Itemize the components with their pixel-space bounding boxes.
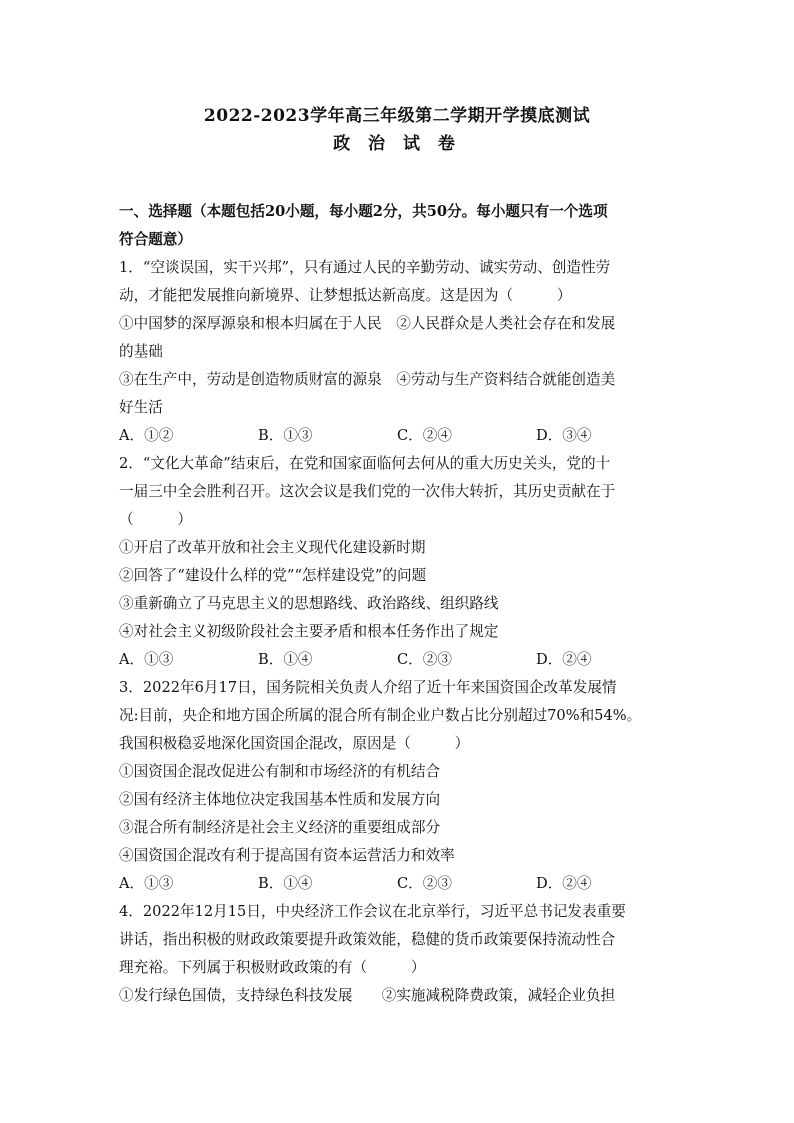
option-c[interactable]: C．②③ xyxy=(397,651,452,668)
question-statement: 的基础 xyxy=(119,343,163,360)
question-3 xyxy=(119,674,679,898)
section-heading-cont: 符合题意） xyxy=(119,231,192,248)
option-b[interactable]: B．①④ xyxy=(258,651,313,668)
question-statement: ④对社会主义初级阶段社会主要矛盾和根本任务作出了规定 xyxy=(119,623,499,640)
question-statement: ①中国梦的深厚源泉和根本归属在于人民 ②人民群众是人类社会存在和发展 xyxy=(119,315,616,332)
exam-subtitle: 政 治 试 卷 xyxy=(333,134,461,154)
question-stem: 讲话，指出积极的财政政策要提升政策效能，稳健的货币政策要保持流动性合 xyxy=(119,931,616,948)
question-statement: ③重新确立了马克思主义的思想路线、政治路线、组织路线 xyxy=(119,595,499,612)
question-statement: ①发行绿色国债，支持绿色科技发展 ②实施减税降费政策，减轻企业负担 xyxy=(119,987,616,1004)
question-1 xyxy=(119,254,679,450)
exam-content xyxy=(119,198,679,1010)
question-stem: 理充裕。下列属于积极财政政策的有（ ） xyxy=(119,959,426,976)
question-statement: ②国有经济主体地位决定我国基本性质和发展方向 xyxy=(119,791,441,808)
option-d[interactable]: D．②④ xyxy=(536,651,592,668)
question-stem: 我国积极稳妥地深化国资国企混改，原因是（ ） xyxy=(119,735,470,752)
option-d[interactable]: D．②④ xyxy=(536,875,592,892)
option-b[interactable]: B．①④ xyxy=(258,875,313,892)
question-statement: ③在生产中，劳动是创造物质财富的源泉 ④劳动与生产资料结合就能创造美 xyxy=(119,371,616,388)
option-c[interactable]: C．②④ xyxy=(397,427,452,444)
answer-options xyxy=(119,422,679,450)
question-stem: 1．“空谈误国，实干兴邦”，只有通过人民的辛勤劳动、诚实劳动、创造性劳 xyxy=(119,259,611,276)
question-statement: 好生活 xyxy=(119,399,163,416)
option-c[interactable]: C．②③ xyxy=(397,875,452,892)
question-stem: 4．2022年12月15日，中央经济工作会议在北京举行，习近平总书记发表重要 xyxy=(119,903,626,920)
question-2 xyxy=(119,450,679,674)
exam-title: 2022-2023学年高三年级第二学期开学摸底测试 xyxy=(203,106,591,126)
option-a[interactable]: A．①③ xyxy=(119,651,174,668)
question-stem: 2．“文化大革命”结束后，在党和国家面临何去何从的重大历史关头，党的十 xyxy=(119,455,611,472)
option-a[interactable]: A．①② xyxy=(119,427,174,444)
question-stem: 况:目前，央企和地方国企所属的混合所有制企业户数占比分别超过70%和54%。 xyxy=(119,707,642,724)
answer-options xyxy=(119,646,679,674)
option-b[interactable]: B．①③ xyxy=(258,427,313,444)
option-a[interactable]: A．①③ xyxy=(119,875,174,892)
question-statement: ①国资国企混改促进公有制和市场经济的有机结合 xyxy=(119,763,441,780)
option-d[interactable]: D．③④ xyxy=(536,427,592,444)
question-statement: ③混合所有制经济是社会主义经济的重要组成部分 xyxy=(119,819,441,836)
question-4 xyxy=(119,898,679,1010)
question-stem: （ ） xyxy=(119,511,192,528)
question-stem: 动，才能把发展推向新境界、让梦想抵达新高度。这是因为（ ） xyxy=(119,287,572,304)
question-statement: ④国资国企混改有利于提高国有资本运营活力和效率 xyxy=(119,847,455,864)
question-statement: ①开启了改革开放和社会主义现代化建设新时期 xyxy=(119,539,426,556)
question-stem: 一届三中全会胜利召开。这次会议是我们党的一次伟大转折，其历史贡献在于 xyxy=(119,483,616,500)
section-heading: 一、选择题（本题包括20小题，每小题2分，共50分。每小题只有一个选项 xyxy=(119,203,608,220)
answer-options xyxy=(119,870,679,898)
question-stem: 3．2022年6月17日，国务院相关负责人介绍了近十年来国资国企改革发展情 xyxy=(119,679,617,696)
question-statement: ②回答了“建设什么样的党”“怎样建设党”的问题 xyxy=(119,567,427,584)
